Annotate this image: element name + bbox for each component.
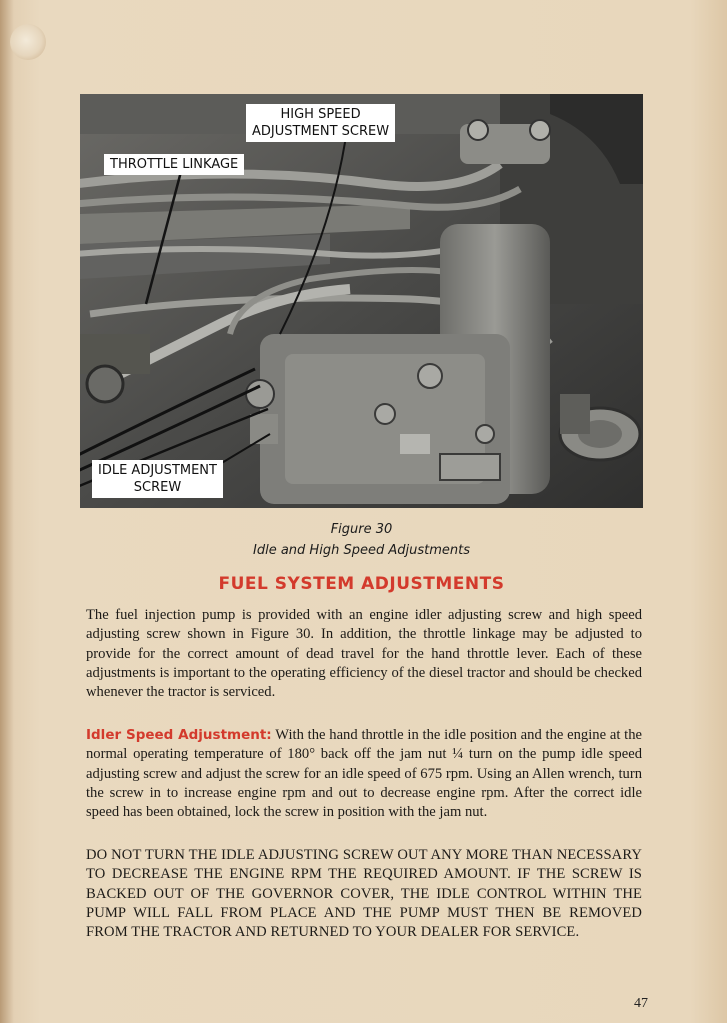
page-number: 47 [634,996,648,1011]
binding-hole [10,24,46,60]
callout-idle-adjustment-screw [92,460,223,498]
figure-caption: Idle and High Speed Adjustments [253,543,470,558]
callout-line-2: ADJUSTMENT SCREW [252,124,390,139]
idler-speed-text: With the hand throttle in the idle position and the engine at the normal operating temperature of 180° back off the jam nut ¼ turn on the pump idle speed adjusting screw and adjust the screw for an idle speed of 675 rpm. Using an Allen wrench, turn the screw in to increase engine rpm and out to decrease engine rpm. After the correct idle speed has been obtained, lock the screw in position with the jam nut. [86,727,643,821]
idler-speed-paragraph [86,726,642,822]
intro-paragraph: The fuel injection pump is provided with an engine idler adjusting screw and high speed adjusting screw shown in Figure 30. In addition, the throttle linkage may be adjusted to provide for the correct amount of dead travel for the hand throttle lever. Each of these adjustments is important to the operating efficiency of the diesel tractor and should be checked whenever the tractor is serviced. [86,607,642,701]
callout-line-2: SCREW [133,480,182,495]
engine-photo [80,94,643,508]
callout-line-1: IDLE ADJUSTMENT [98,463,217,478]
callout-throttle-linkage: THROTTLE LINKAGE [104,154,244,175]
callout-line-1: HIGH SPEED [280,107,361,122]
callout-high-speed-adjustment-screw [246,104,395,142]
warning-paragraph: DO NOT TURN THE IDLE ADJUSTING SCREW OUT ANY MORE THAN NECESSARY TO DECREASE THE ENGINE RPM THE REQUIRED AMOUNT. IF THE SCREW IS BACKED OUT OF THE GOVERNOR COVER, THE IDLE CONTROL WITHIN THE PUMP WILL FALL FROM PLACE AND THE PUMP MUST THEN BE REMOVED FROM THE TRACTOR AND RETURNED TO YOUR DEALER FOR SERVICE. [86,847,642,941]
idler-speed-heading: Idler Speed Adjustment: [86,727,272,743]
section-title: FUEL SYSTEM ADJUSTMENTS [218,574,505,594]
figure-number: Figure 30 [330,522,393,537]
